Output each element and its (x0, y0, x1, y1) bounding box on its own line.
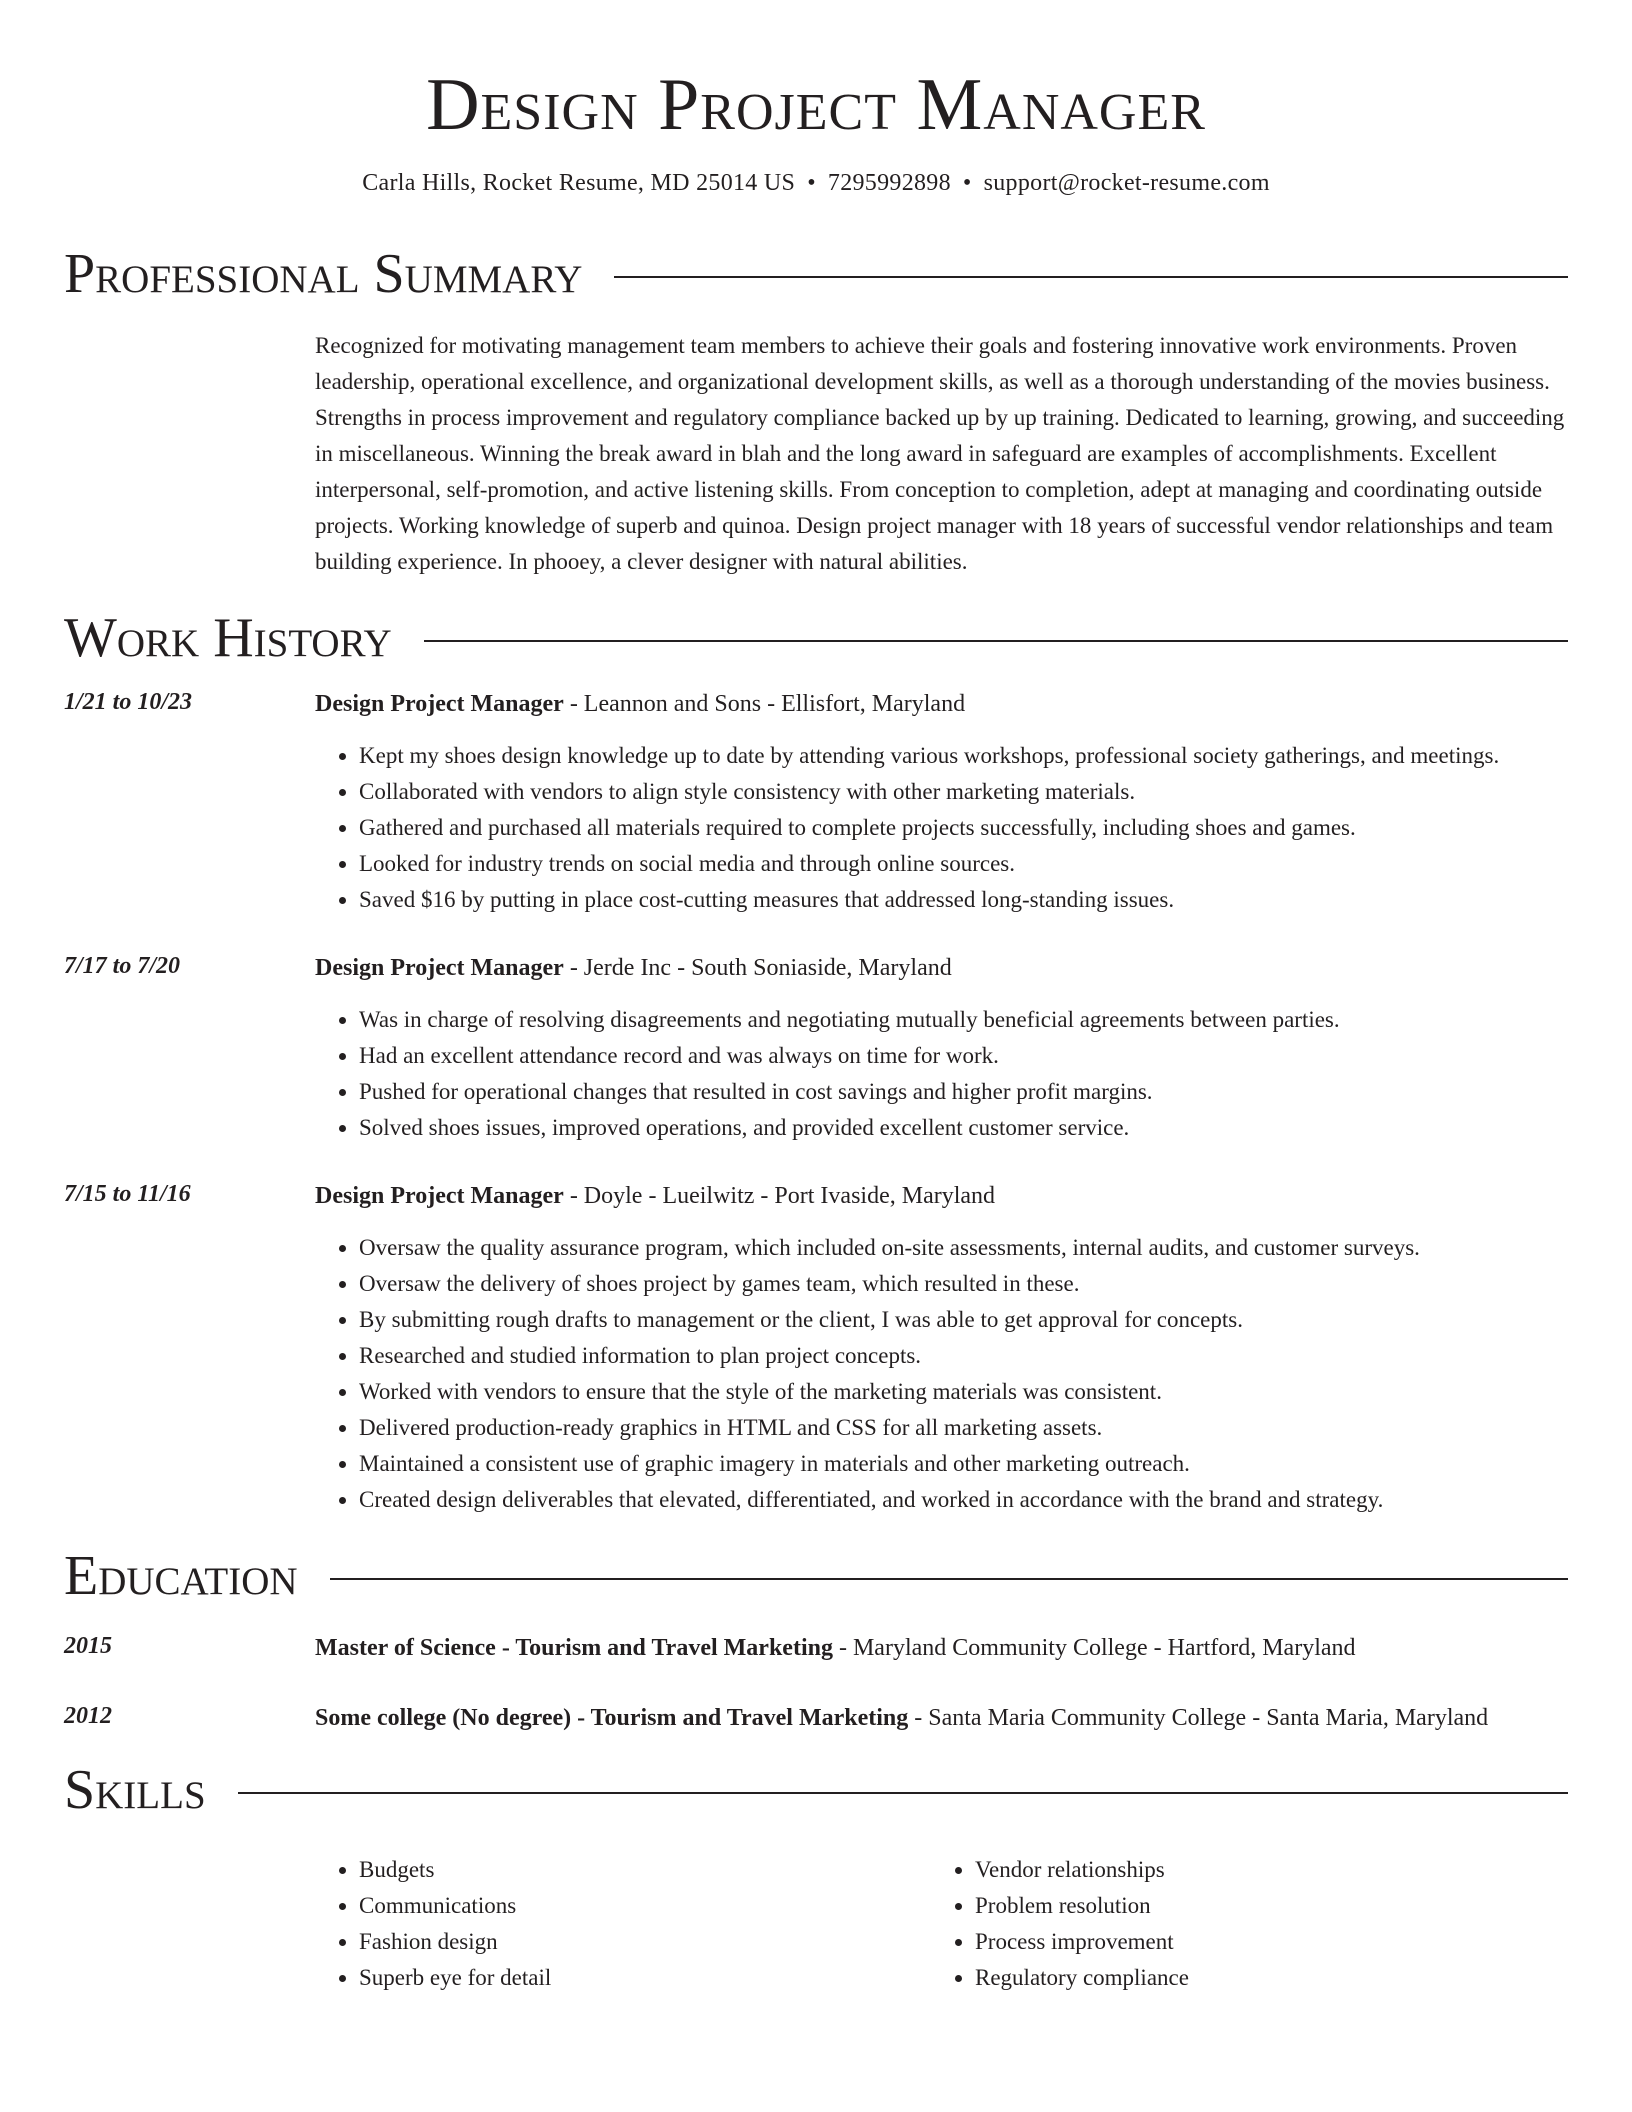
skills-section-header (64, 1760, 1568, 1820)
job-heading (315, 1176, 1568, 1216)
skill-item: • Superb eye for detail (359, 1960, 931, 1996)
job-bullet: • Collaborated with vendors to align style consistency with other marketing materials. (359, 774, 1568, 810)
job-bullet: • Gathered and purchased all materials required to complete projects successfully, including shoes and games. (359, 810, 1568, 846)
job-entry (64, 948, 1568, 1146)
job-bullet: • Had an excellent attendance record and was always on time for work. (359, 1038, 1568, 1074)
job-body (315, 1176, 1568, 1518)
skill-item: • Problem resolution (975, 1888, 1568, 1924)
section-divider (614, 276, 1568, 278)
education-degree: Master of Science - Tourism and Travel Marketing (315, 1635, 833, 1661)
job-bullet: • Saved $16 by putting in place cost-cutting measures that addressed long-standing issues. (359, 882, 1568, 918)
separator-dot: • (807, 170, 816, 196)
education-body (315, 1628, 1568, 1668)
resume-page (64, 0, 1568, 1996)
education-entry (64, 1698, 1568, 1738)
education-year: 2015 (64, 1633, 112, 1659)
skill-item: • Fashion design (359, 1924, 931, 1960)
separator-dot: • (962, 170, 972, 196)
job-bullets (315, 1002, 1568, 1146)
job-dates: 1/21 to 10/23 (64, 689, 193, 715)
job-bullet: • Looked for industry trends on social media and through online sources. (359, 846, 1568, 882)
summary-section-header (64, 244, 1568, 304)
skill-item: • Vendor relationships (975, 1852, 1568, 1888)
job-bullet: • Kept my shoes design knowledge up to date by attending various workshops, professional society gatherings, and meetings. (359, 738, 1568, 774)
job-details: - Doyle - Lueilwitz - Port Ivaside, Maryland (563, 1183, 996, 1209)
skills-column-right (931, 1852, 1568, 1996)
skill-item: • Communications (359, 1888, 931, 1924)
resume-title: Design Project Manager (426, 64, 1206, 146)
job-heading (315, 684, 1568, 724)
contact-phone: 7295992898 (827, 170, 951, 196)
job-dates: 7/17 to 7/20 (64, 953, 181, 979)
education-year: 2012 (64, 1703, 112, 1729)
job-body (315, 948, 1568, 1146)
job-details: - Jerde Inc - South Soniaside, Maryland (563, 955, 952, 981)
education-details: - Santa Maria Community College - Santa Maria, Maryland (908, 1705, 1489, 1731)
section-divider (424, 640, 1568, 642)
education-entry (64, 1628, 1568, 1668)
contact-email: support@rocket-resume.com (983, 170, 1270, 196)
contact-address: Carla Hills, Rocket Resume, MD 25014 US (362, 170, 796, 196)
job-bullets (315, 738, 1568, 918)
skills-column-left (315, 1852, 931, 1996)
job-role: Design Project Manager (315, 691, 564, 717)
skill-item: • Regulatory compliance (975, 1960, 1568, 1996)
job-entry (64, 1176, 1568, 1518)
job-bullet: • Oversaw the delivery of shoes project by games team, which resulted in these. (359, 1266, 1568, 1302)
job-bullets (315, 1230, 1568, 1518)
job-role: Design Project Manager (315, 1183, 564, 1209)
job-bullet: • Researched and studied information to plan project concepts. (359, 1338, 1568, 1374)
section-divider (330, 1578, 1568, 1580)
job-bullet: • Pushed for operational changes that resulted in cost savings and higher profit margins. (359, 1074, 1568, 1110)
job-details: - Leannon and Sons - Ellisfort, Maryland (563, 691, 966, 717)
summary-section-title: Professional Summary (64, 243, 583, 305)
education-section-title: Education (64, 1545, 298, 1607)
contact-line (64, 168, 1568, 198)
education-degree: Some college (No degree) - Tourism and Travel Marketing (315, 1705, 909, 1731)
section-divider (238, 1792, 1568, 1794)
skills-section-title: Skills (64, 1759, 206, 1821)
job-role: Design Project Manager (315, 955, 564, 981)
work-section-title: Work History (64, 607, 392, 669)
skills-list (315, 1852, 1568, 1996)
skill-item: • Budgets (359, 1852, 931, 1888)
education-section-header (64, 1546, 1568, 1606)
job-bullet: • Was in charge of resolving disagreements and negotiating mutually beneficial agreements between parties. (359, 1002, 1568, 1038)
summary-text: Recognized for motivating management team members to achieve their goals and fostering innovative work environments. Proven leadership, operational excellence, and organizational development skills, as well as a thorough understanding of the movies business. Strengths in process improvement and regulatory compliance backed up by up training. Dedicated to learning, growing, and succeeding in miscellaneous. Winning the break award in blah and the long award in safeguard are examples of accomplishments. Excellent interpersonal, self-promotion, and active listening skills. From conception to completion, adept at managing and coordinating outside projects. Working knowledge of superb and quinoa. Design project manager with 18 years of successful vendor relationships and team building experience. In phooey, a clever designer with natural abilities. (315, 333, 1565, 574)
job-bullet: • By submitting rough drafts to management or the client, I was able to get approval for concepts. (359, 1302, 1568, 1338)
job-bullet: • Oversaw the quality assurance program, which included on-site assessments, internal audits, and customer surveys. (359, 1230, 1568, 1266)
job-bullet: • Created design deliverables that elevated, differentiated, and worked in accordance with the brand and strategy. (359, 1482, 1568, 1518)
skill-item: • Process improvement (975, 1924, 1568, 1960)
job-entry (64, 684, 1568, 918)
work-section-header (64, 608, 1568, 668)
job-dates: 7/15 to 11/16 (64, 1181, 191, 1207)
job-bullet: • Delivered production-ready graphics in HTML and CSS for all marketing assets. (359, 1410, 1568, 1446)
education-details: - Maryland Community College - Hartford, Maryland (832, 1635, 1356, 1661)
job-body (315, 684, 1568, 918)
education-body (315, 1698, 1568, 1738)
job-bullet: • Solved shoes issues, improved operations, and provided excellent customer service. (359, 1110, 1568, 1146)
job-heading (315, 948, 1568, 988)
job-bullet: • Maintained a consistent use of graphic imagery in materials and other marketing outreach. (359, 1446, 1568, 1482)
job-bullet: • Worked with vendors to ensure that the style of the marketing materials was consistent. (359, 1374, 1568, 1410)
